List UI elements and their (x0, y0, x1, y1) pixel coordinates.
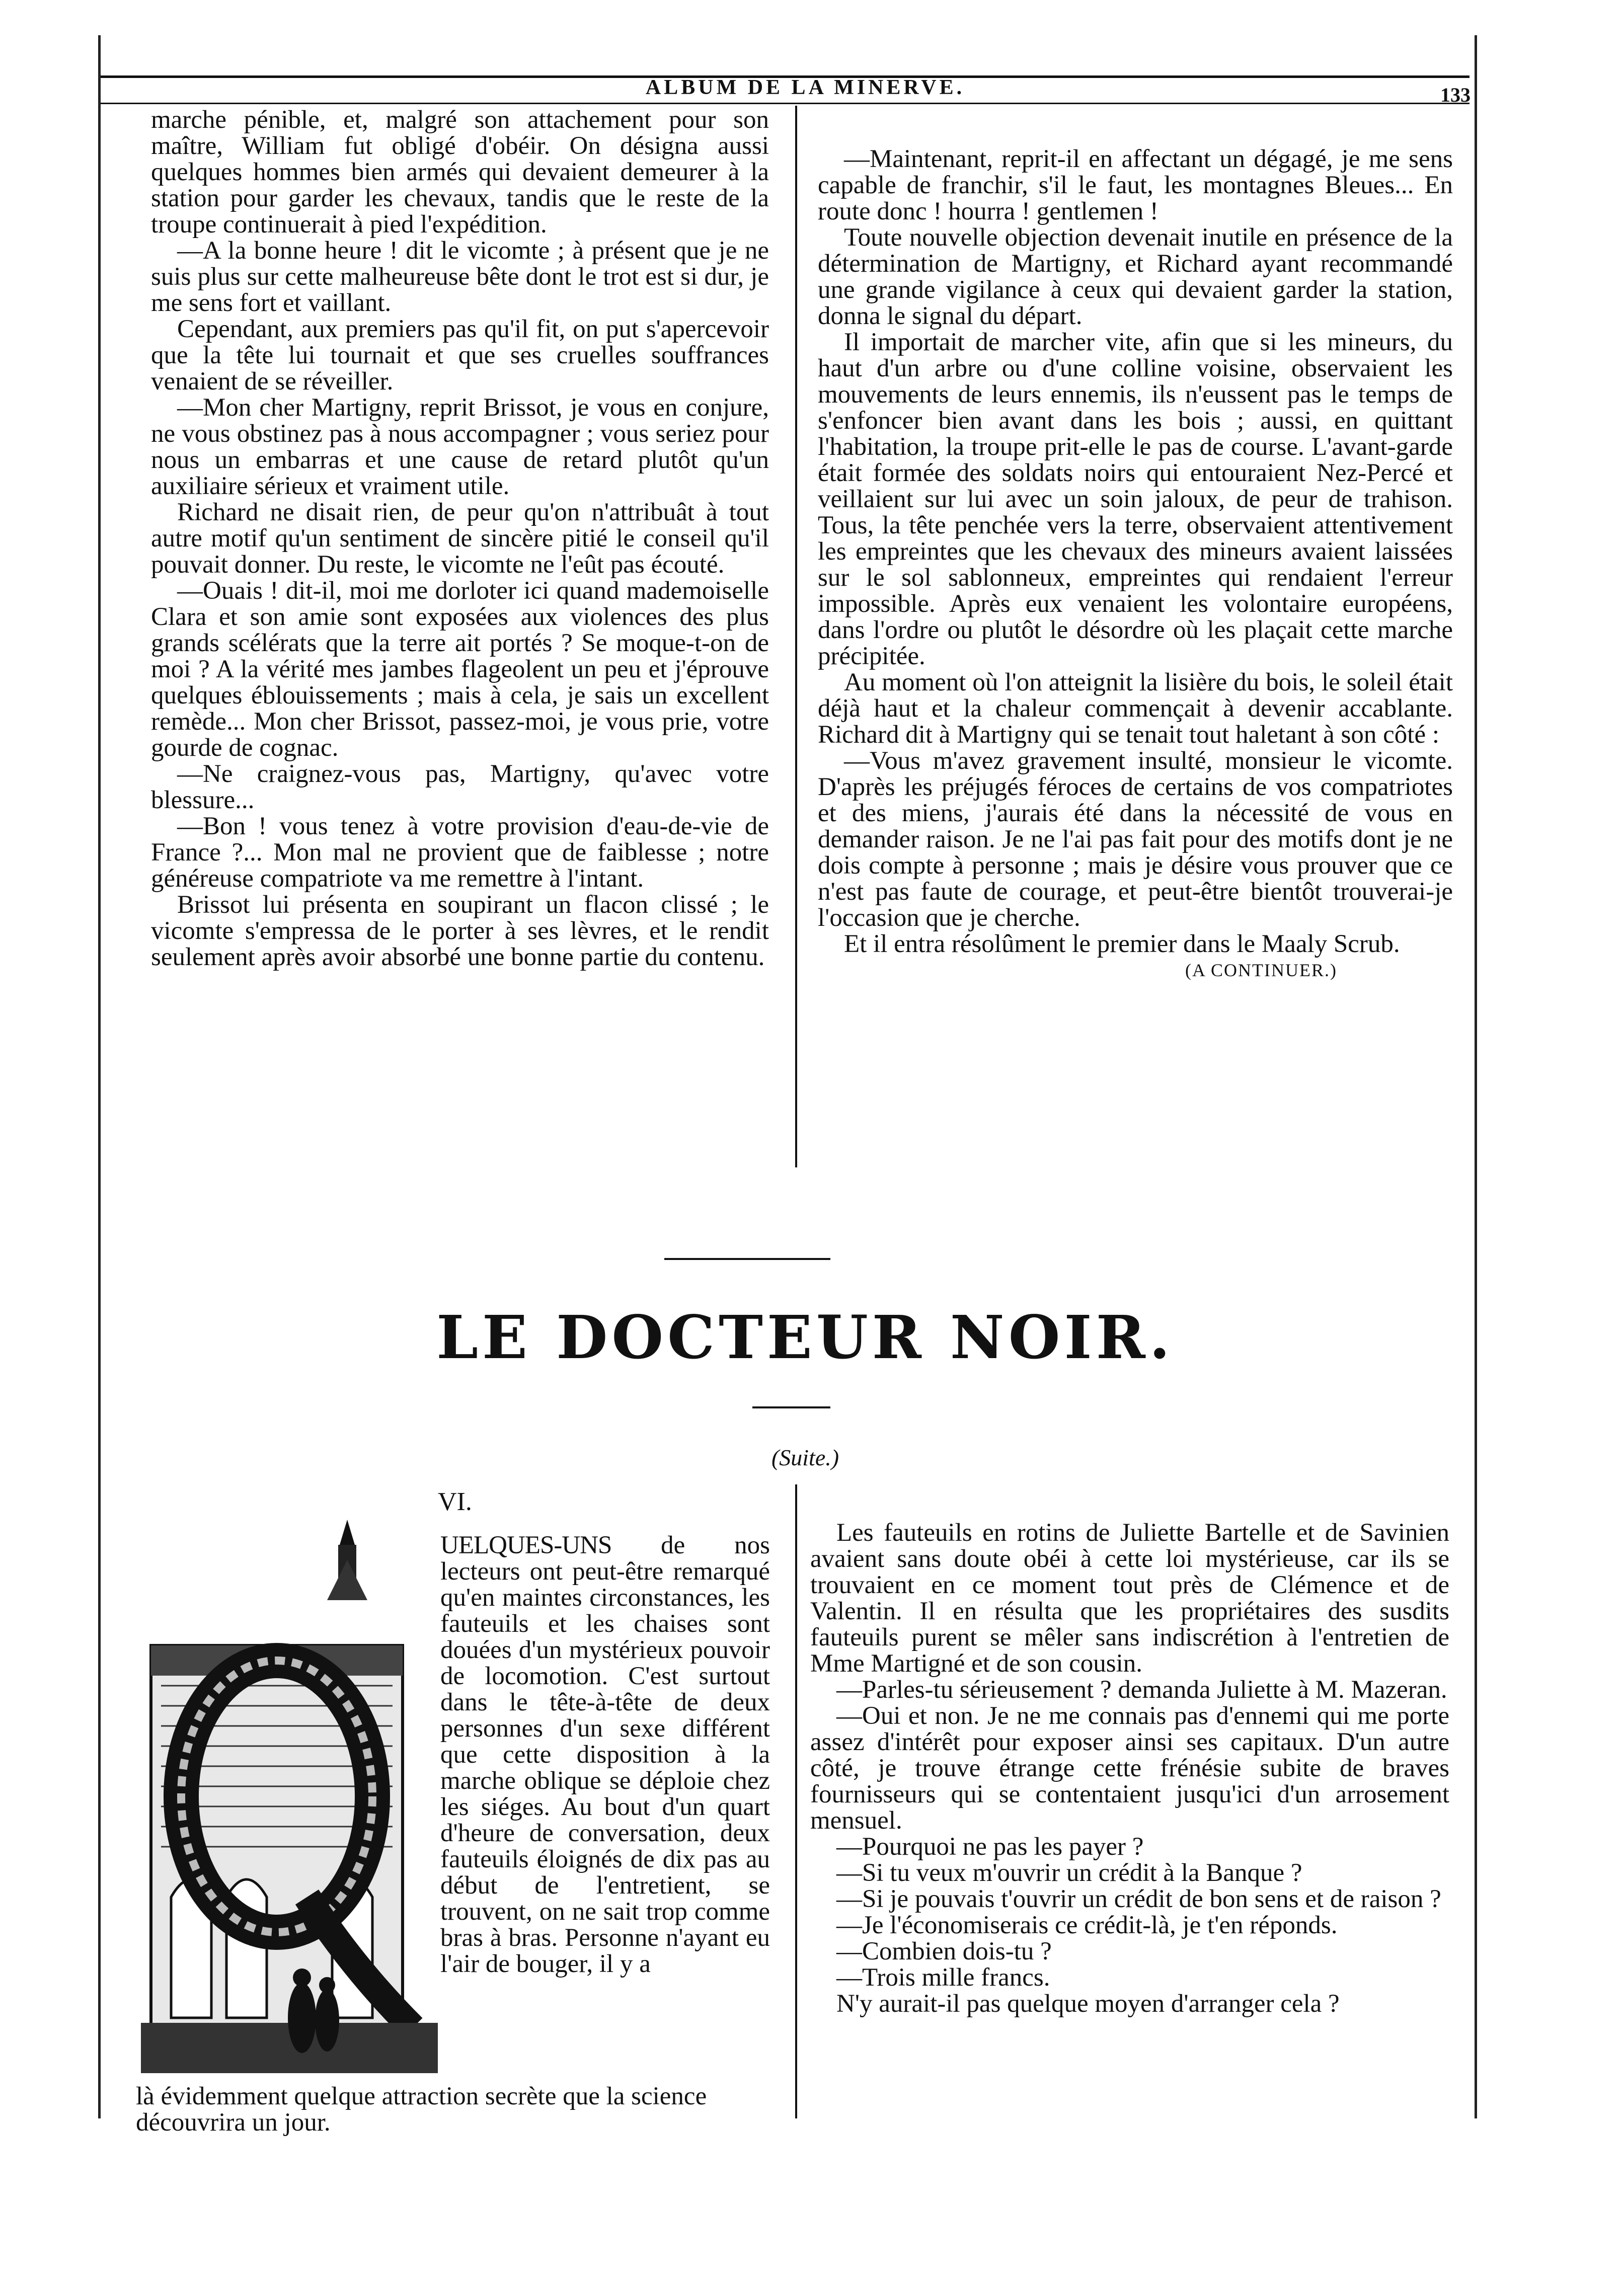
drop-cap-illustration-icon (141, 1515, 438, 2078)
column-divider (795, 106, 797, 1167)
paragraph: Toute nouvelle objection devenait inutile en présence de la détermination de Martigny, et Richard ayant recommandé une grande vigilance à ceux qui devaient garder la station, donna le signal du départ. (818, 223, 1453, 330)
paragraph: marche pénible, et, malgré son attachement pour son maître, William fut obligé d'obéir. On désigna aussi quelques hommes bien armés qui devaient demeurer à la station pour garder les chevaux, tandis que le reste de la troupe continuerait à pied l'expédition. (151, 106, 769, 239)
section-rule (664, 1258, 830, 1260)
paragraph: Et il entra résolûment le premier dans le Maaly Scrub. (844, 930, 1400, 958)
page-number: 133 (1440, 84, 1471, 106)
paragraph: —A la bonne heure ! dit le vicomte ; à présent que je ne suis plus sur cette malheureuse bête dont le trot est si dur, je me sens fort et vaillant. (151, 237, 769, 317)
paragraph: —Mon cher Martigny, reprit Brissot, je vous en conjure, ne vous obstinez pas à nous accompagner ; vous seriez pour nous un embarras et une cause de retard plutôt qu'un auxiliaire sérieux et vraiment utile. (151, 393, 769, 500)
top-left-column (151, 107, 769, 970)
paragraph: —Pourquoi ne pas les payer ? (836, 1833, 1144, 1861)
chapter-number: VI. (438, 1487, 472, 1516)
column-divider (795, 1484, 797, 2118)
paragraph: —Je l'économiserais ce crédit-là, je t'en réponds. (836, 1911, 1338, 1939)
paragraph: —Ne craignez-vous pas, Martigny, qu'avec votre blessure... (151, 760, 769, 814)
continuation-note: (A CONTINUER.) (1185, 960, 1337, 980)
story-title: LE DOCTEUR NOIR. (436, 1302, 1174, 1372)
paragraph: —Bon ! vous tenez à votre provision d'eau-de-vie de France ?... Mon mal ne provient que de faiblesse ; notre généreuse compatriote va me remettre à l'intant. (151, 812, 769, 893)
paragraph: Il importait de marcher vite, afin que si les mineurs, du haut d'un arbre ou d'une colline voisine, observaient les mouvements de leurs ennemis, ils n'eussent pas le temps de s'enfoncer bien avant dans les bois ; aussi, en quittant l'habitation, la troupe prit-elle le pas de course. L'avant-garde était formée des soldats noirs qui entouraient Nez-Percé et veillaient sur lui avec un soin jaloux, de peur de trahison. Tous, la tête penchée vers la terre, observaient attentivement les empreintes que les chevaux des mineurs avaient laissées sur le sol sablonneux, empreintes qui rendaient l'erreur impossible. Après eux venaient les volontaire européens, dans l'ordre ou plutôt le désordre où les plaçait cette marche précipitée. (818, 328, 1453, 670)
paragraph (440, 1532, 770, 1977)
lead-text: de nos lecteurs ont peut-être remarqué qu'en maintes circonstances, les fauteuils et les chaises sont douées d'un mystérieux pouvoir de locomotion. C'est surtout dans le tête-à-tête de deux personnes d'un sexe différent que cette disposition à la marche oblique se déploie chez les siéges. Au bout d'un quart d'heure de conversation, deux fauteuils éloignés de dix pas au début de l'entretient, se trouvent, on ne sait trop comme bras à bras. Personne n'ayant eu l'air de bouger, il y a (440, 1531, 770, 1978)
paragraph: Cependant, aux premiers pas qu'il fit, on put s'apercevoir que la tête lui tournait et que ses cruelles souffrances venaient de se réveiller. (151, 315, 769, 396)
title-rule (752, 1406, 830, 1408)
paragraph: Richard ne disait rien, de peur qu'on n'attribuât à tout autre motif qu'un sentiment de sincère pitié le conseil qu'il pouvait donner. Du reste, le vicomte ne l'eût pas écouté. (151, 498, 769, 579)
paragraph: Au moment où l'on atteignit la lisière du bois, le soleil était déjà haut et la chaleur commençait à devenir accablante. Richard dit à Martigny qui se tenait tout haletant à son côté : (818, 668, 1453, 749)
paragraph: Brissot lui présenta en soupirant un flacon clissé ; le vicomte s'empressa de le porter à ses lèvres, et le rendit seulement après avoir absorbé une bonne partie du contenu. (151, 891, 769, 971)
top-right-column (818, 146, 1453, 983)
paragraph: là évidemment quelque attraction secrète que la science découvrira un jour. (136, 2082, 707, 2137)
paragraph: —Vous m'avez gravement insulté, monsieur le vicomte. D'après les préjugés féroces de certains de vos compatriotes et des miens, j'aurais été dans la nécessité de vous en demander raison. Je ne l'ai pas fait pour des motifs dont je ne dois compte à personne ; mais je désire vous prouver que ce n'est pas faute de courage, et peut-être bientôt trouverai-je l'occasion que je cherche. (818, 747, 1453, 932)
paragraph: Les fauteuils en rotins de Juliette Bartelle et de Savinien avaient sans doute obéi à cette loi mystérieuse, car ils se trouvaient en ce moment tout près de Clémence et de Valentin. Il en résulta que les propriétaires des susdits fauteuils purent se mêler sans indiscrétion à l'entretien de Mme Martigné et de son cousin. (810, 1519, 1449, 1678)
paragraph: —Si tu veux m'ouvrir un crédit à la Banque ? (836, 1859, 1302, 1887)
story-subtitle: (Suite.) (771, 1445, 839, 1470)
paragraph: —Parles-tu sérieusement ? demanda Juliette à M. Mazeran. (836, 1676, 1447, 1704)
bottom-left-tail (136, 2083, 772, 2136)
paragraph: —Oui et non. Je ne me connais pas d'ennemi qui me porte assez d'intérêt pour exposer ainsi ses capitaux. D'un autre côté, je trouve étrange cette frénésie subite de braves fournisseurs qui se contentaient jusqu'ici d'un arrosement mensuel. (810, 1702, 1449, 1835)
bottom-right-column (810, 1520, 1449, 2017)
paragraph: —Maintenant, reprit-il en affectant un dégagé, je me sens capable de franchir, s'il le faut, les montagnes Bleues... En route donc ! hourra ! gentlemen ! (818, 145, 1453, 225)
paragraph: —Combien dois-tu ? (836, 1937, 1052, 1965)
paragraph: N'y aurait-il pas quelque moyen d'arranger cela ? (836, 1990, 1340, 2018)
paragraph: —Trois mille francs. (836, 1963, 1050, 1992)
header-rule-bottom (101, 103, 1470, 104)
running-title: ALBUM DE LA MINERVE. (645, 76, 965, 99)
bottom-left-column (440, 1532, 770, 1977)
paragraph: —Si je pouvais t'ouvrir un crédit de bon sens et de raison ? (836, 1885, 1441, 1913)
paragraph: —Ouais ! dit-il, moi me dorloter ici quand mademoiselle Clara et son amie sont exposées aux violences des plus grands scélérats que la terre ait portés ? Se moque-t-on de moi ? A la vérité mes jambes flageolent un peu et j'éprouve quelques éblouissements ; mais à cela, je sais un excellent remède... Mon cher Brissot, passez-moi, je vous prie, votre gourde de cognac. (151, 577, 769, 762)
lead-capitals: UELQUES-UNS (440, 1531, 612, 1559)
